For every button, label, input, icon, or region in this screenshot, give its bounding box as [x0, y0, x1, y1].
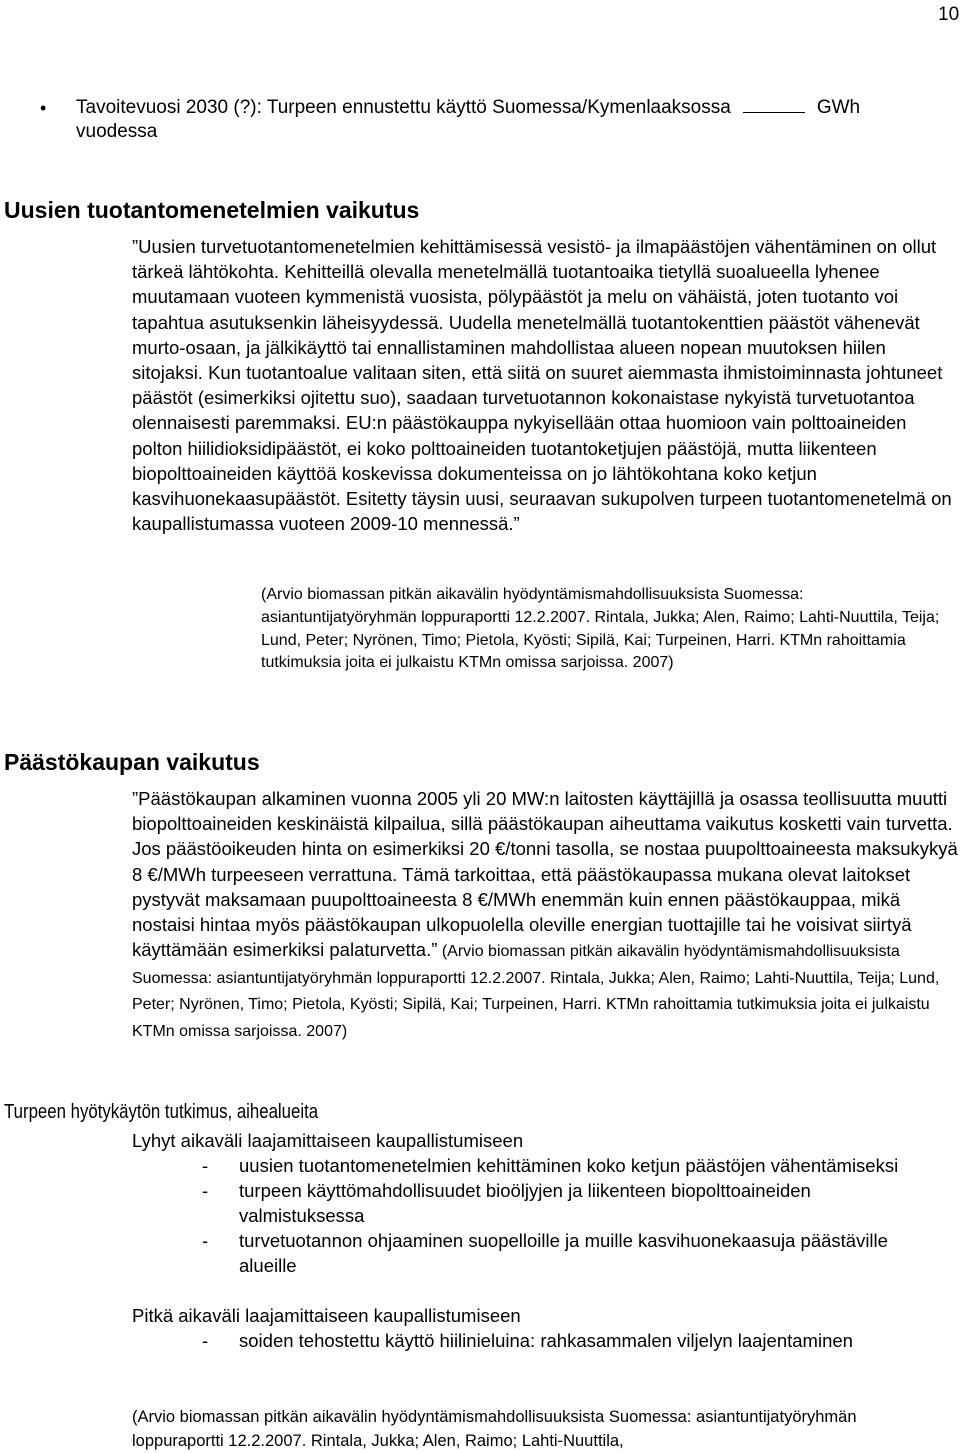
quote-body: Kehitteillä olevalla menetelmällä tuotantoaika tietyllä suoalueella lyhenee muutamaan vuoteen kymmenistä vuosista, pölypäästöt ja melu on vähäistä, joten tuotanto voi tapahtua asutuksenkin läheisyydessä. Uudella menetelmällä tuotantokenttien päästöt vähenevät murto-osaan, ja jälkikäyttö tai ennallistaminen mahdollistaa alueen nopean muutoksen hiilen sitojaksi. Kun tuotantoalue valitaan siten, että siitä on suuret aiemmasta ihmistoiminnasta johtuneet päästöt (esimerkiksi ojitettu suo), saadaan turvetuotannon kokonaistase nykyistä turvetuotantoa olennaisesti paremmaksi. EU:n päästökauppa nykyisellään ottaa huomioon vain polttoaineiden polton hiilidioksidipäästöt, ei koko polttoaineiden tuotantoketjujen päästöjä, mutta liikenteen biopolttoaineiden käyttöä koskevissa dokumenteissa on jo lähtökohtana koko ketjun kasvihuonekaasupäästöt. Esitetty täysin uusi, seuraavan sukupolven turpeen tuotantomenetelmä on kaupallistumassa vuoteen 2009-10 mennessä.”	[132, 261, 952, 535]
list-item: - soiden tehostettu käyttö hiilinieluina: rahkasammalen viljelyn laajentaminen	[202, 1330, 853, 1351]
citation-production-methods: (Arvio biomassan pitkän aikavälin hyödyntämismahdollisuuksista Suomessa: asiantuntijatyöryhmän loppuraportti 12.2.2007. Rintala, Jukka; Alen, Raimo; Lahti-Nuuttila, Teija; Lund, Peter; Nyrönen, Timo; Pietola, Kyösti; Sipilä, Kai; Turpeinen, Harri. KTMn rahoittamia tutkimuksia joita ei julkaistu KTMn omissa sarjoissa. 2007)	[261, 586, 940, 672]
emissions-quote: ”Päästökaupan alkaminen vuonna 2005 yli 20 MW:n laitosten käyttäjillä ja osassa teollisuutta muutti biopolttoaineiden keskinäistä kilpailua, sillä päästökaupan aiheuttama vaikutus kosketti vain turvetta. Jos päästöoikeuden hinta on esimerkiksi 20 €/tonni tasolla, se nostaa puupolttoaineesta maksukykyä 8 €/MWh turpeeseen verrattuna. Tämä tarkoittaa, että päästökaupassa mukana olevat laitokset pystyvät maksamaan puupolttoaineesta 8 €/MWh enemmän kuin ennen päästökauppaa, mikä nostaisi hintaa myös päästökaupan ulkopuolella oleville energian tuottajille tai he voisivat siirtyä käyttämään esimerkiksi palaturvetta.”	[132, 788, 958, 961]
section-heading-research-topics: Turpeen hyötykäytön tutkimus, aihealueita	[4, 1101, 319, 1123]
long-term-title: Pitkä aikaväli laajamittaiseen kaupallistumiseen	[132, 1305, 521, 1326]
goal-statement	[76, 94, 956, 144]
page-number: 10	[938, 4, 960, 25]
section-heading-production-methods: Uusien tuotantomenetelmien vaikutus	[4, 197, 420, 223]
emissions-trading-paragraph	[132, 786, 958, 1043]
dash-marker: -	[202, 1230, 209, 1251]
dash-marker: -	[202, 1155, 209, 1176]
list-item: - turvetuotannon ohjaaminen suopelloille ja muille kasvihuonekaasuja päästäville alueille	[202, 1230, 888, 1276]
section-heading-emissions-trading: Päästökaupan vaikutus	[4, 749, 260, 775]
goal-text: Tavoitevuosi 2030 (?): Turpeen ennustettu käyttö Suomessa/Kymenlaaksossa	[76, 97, 731, 118]
list-item: - uusien tuotantomenetelmien kehittäminen koko ketjun päästöjen vähentämiseksi	[202, 1155, 899, 1176]
long-term-list	[202, 1328, 922, 1353]
list-item: - turpeen käyttömahdollisuudet bioöljyjen ja liikenteen biopolttoaineiden valmistuksessa	[202, 1180, 811, 1226]
goal-text-line2: vuodessa	[76, 121, 158, 142]
production-methods-paragraph	[132, 234, 958, 536]
quote-lead: ”Uusien turvetuotantomenetelmien kehittämisessä vesistö- ja ilmapäästöjen vähentäminen on ollut tärkeä lähtökohta.	[132, 236, 937, 283]
short-term-list	[202, 1153, 922, 1278]
citation-emissions-trading: (Arvio biomassan pitkän aikavälin hyödyntämismahdollisuuksista Suomessa: asiantuntijatyöryhmän loppuraportti 12.2.2007. Rintala, Jukka; Alen, Raimo; Lahti-Nuuttila, Teija; Lund, Peter; Nyrönen, Timo; Pietola, Kyösti; Sipilä, Kai; Turpeinen, Harri. KTMn rahoittamia tutkimuksia joita ei julkaistu KTMn omissa sarjoissa. 2007)	[132, 943, 940, 1040]
fill-in-blank	[743, 94, 805, 113]
goal-unit: GWh	[816, 97, 861, 118]
short-term-title: Lyhyt aikaväli laajamittaiseen kaupallistumiseen	[132, 1130, 524, 1151]
dash-marker: -	[202, 1330, 209, 1351]
bullet-icon: •	[40, 98, 47, 118]
dash-marker: -	[202, 1180, 209, 1201]
citation-research-topics: (Arvio biomassan pitkän aikavälin hyödyntämismahdollisuuksista Suomessa: asiantuntijatyöryhmän loppuraportti 12.2.2007. Rintala, Jukka; Alen, Raimo; Lahti-Nuuttila,	[132, 1408, 857, 1450]
